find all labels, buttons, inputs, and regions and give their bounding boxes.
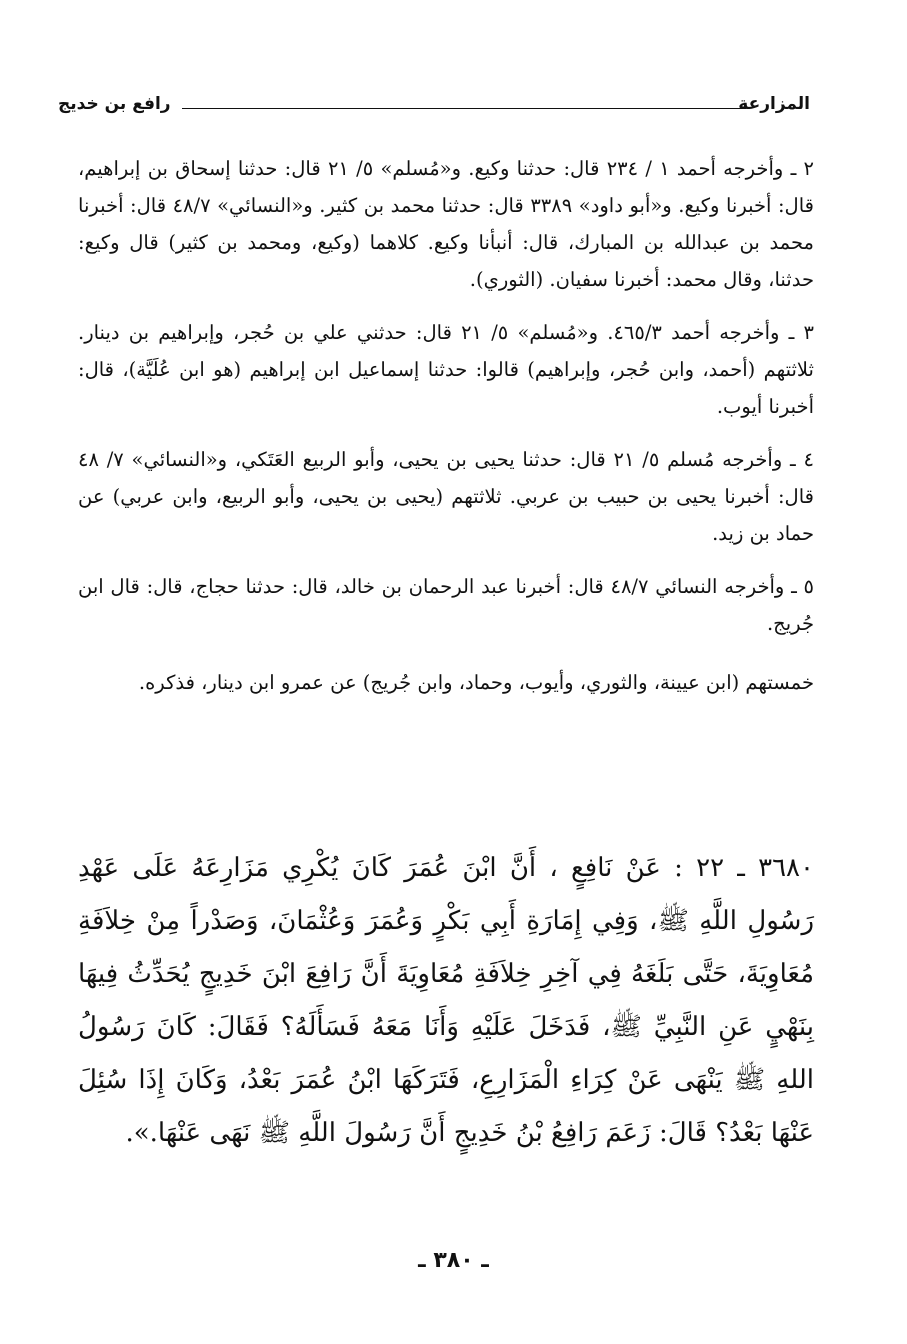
narrator-title: رافع بن خديج	[58, 94, 171, 114]
note-paragraph: ٣ ـ وأخرجه أحمد ٤٦٥/٣. و«مُسلم» ٥/ ٢١ قال: حدثني علي بن حُجر، وإبراهيم بن دينار. ثلاثتهم (أحمد، وابن حُجر، وإبراهيم) قالوا: حدثنا إسماعيل ابن إبراهيم (هو ابن عُلَيَّة)، قال: أخبرنا أيوب.	[78, 321, 814, 418]
header-rule	[182, 108, 746, 109]
page-number: ـ ٣٨٠ ـ	[418, 1248, 489, 1273]
footnotes	[78, 150, 814, 717]
note-paragraph: ٢ ـ وأخرجه أحمد ١ / ٢٣٤ قال: حدثنا وكيع. و«مُسلم» ٥/ ٢١ قال: حدثنا إسحاق بن إبراهيم، قال: أخبرنا وكيع. و«أبو داود» ٣٣٨٩ قال: حدثنا محمد بن كثير. و«النسائي» ٤٨/٧ قال: أخبرنا محمد بن عبدالله بن المبارك، قال: أنبأنا وكيع. كلاهما (وكيع، ومحمد بن كثير) قال وكيع: حدثنا، وقال محمد: أخبرنا سفيان. (الثوري).	[78, 157, 815, 291]
note-summary: خمستهم (ابن عيينة، والثوري، وأيوب، وحماد، وابن جُريج) عن عمرو ابن دينار، فذكره.	[138, 671, 814, 694]
note-paragraph: ٤ ـ وأخرجه مُسلم ٥/ ٢١ قال: حدثنا يحيى بن يحيى، وأبو الربيع العَتَكي، و«النسائي» ٧/ ٤٨ قال: أخبرنا يحيى بن حبيب بن عربي. ثلاثتهم (يحيى بن يحيى، وأبو الربيع، وابن عربي) عن حماد بن زيد.	[78, 448, 814, 545]
running-header	[58, 94, 810, 128]
chapter-title: المزارعة	[738, 94, 810, 114]
note-paragraph: ٥ ـ وأخرجه النسائي ٤٨/٧ قال: أخبرنا عبد الرحمان بن خالد، قال: حدثنا حجاج، قال: قال ابن جُريج.	[78, 575, 814, 635]
hadith-text: ٣٦٨٠ ـ ٢٢ : عَنْ نَافِعٍ ، أَنَّ ابْنَ عُمَرَ كَانَ يُكْرِي مَزَارِعَهُ عَلَى عَهْدِ رَسُولِ اللَّهِ ﷺ، وَفِي إِمَارَةِ أَبِي بَكْرٍ وَعُمَرَ وَعُثْمَانَ، وَصَدْراً مِنْ خِلاَفَةِ مُعَاوِيَةَ، حَتَّى بَلَغَهُ فِي آخِرِ خِلاَفَةِ مُعَاوِيَةَ أَنَّ رَافِعَ ابْنَ خَدِيجٍ يُحَدِّثُ فِيهَا بِنَهْيٍ عَنِ النَّبِيِّ ﷺ، فَدَخَلَ عَلَيْهِ وَأَنَا مَعَهُ فَسَأَلَهُ؟ فَقَالَ: كَانَ رَسُولُ اللهِ ﷺ يَنْهَى عَنْ كِرَاءِ الْمَزَارِعِ، فَتَرَكَهَا ابْنُ عُمَرَ بَعْدُ، وَكَانَ إِذَا سُئِلَ عَنْهَا بَعْدُ؟ قَالَ: زَعَمَ رَافِعُ بْنُ خَدِيجٍ أَنَّ رَسُولَ اللَّهِ ﷺ نَهَى عَنْهَا.».	[78, 853, 814, 1148]
